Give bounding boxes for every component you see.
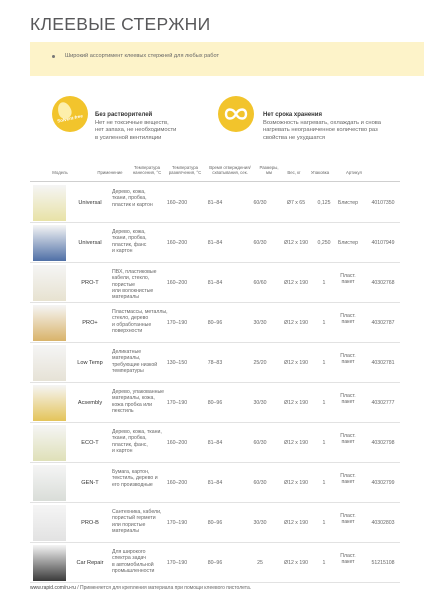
packaging-line: Блистер — [338, 200, 358, 206]
column-header: Упаковка — [310, 170, 330, 175]
application-line: пористые — [112, 281, 136, 288]
packaging — [335, 240, 361, 246]
model-name: Car Repair — [76, 560, 104, 566]
application-line: его производные — [112, 481, 153, 488]
model-name: Universal — [78, 200, 102, 206]
feature-line: свойства не ухудшатся — [263, 134, 326, 141]
packaging — [335, 513, 361, 526]
dimensions: Ø12 x 190 — [284, 520, 308, 526]
temp-apply: 170–190 — [166, 320, 188, 326]
packaging — [335, 553, 361, 566]
temp-apply: 160–200 — [166, 240, 188, 246]
application-line: материалы — [112, 294, 139, 301]
temp-apply: 160–200 — [166, 440, 188, 446]
application-line: поверхности — [112, 327, 143, 334]
weight: 0,250 — [317, 240, 331, 246]
dimensions: Ø12 x 190 — [284, 480, 308, 486]
packaging-line: пакет — [341, 439, 355, 446]
application-line: требующие низкой — [112, 361, 158, 368]
temp-soften: 81–84 — [207, 240, 223, 246]
product-image — [33, 265, 66, 301]
cure-time: 60/30 — [253, 440, 267, 446]
table-row — [30, 263, 400, 303]
table-row — [30, 423, 400, 463]
product-image — [33, 345, 66, 381]
product-image — [33, 465, 66, 501]
temp-apply: 130–150 — [166, 360, 188, 366]
infinity-badge-icon — [218, 96, 254, 132]
product-image — [33, 545, 66, 581]
column-header: Артикул — [345, 170, 363, 175]
application-line: в автомобильной — [112, 561, 154, 568]
footer-url[interactable]: www.rapid.com/ru-ru — [30, 585, 76, 591]
infinity-icon — [223, 106, 249, 122]
model-name: Low Temp — [77, 360, 103, 366]
packaging-line: Пласт. — [340, 273, 356, 279]
feature-no-shelf-life — [263, 112, 403, 142]
application-line: ПВХ, пластиковые — [112, 269, 157, 275]
application-line: Дерево, кожа, — [112, 189, 146, 195]
feature-line: в усиленной вентиляции — [95, 134, 162, 141]
packaging-line: пакет — [341, 359, 355, 366]
column-header: Модель — [52, 170, 68, 175]
packaging-line: пакет — [341, 279, 355, 286]
weight: 0,125 — [317, 200, 331, 206]
application — [112, 349, 168, 374]
model-name: Acsembly — [77, 400, 103, 406]
application-line: ткани, пробка, — [112, 235, 147, 242]
application-line: пластик и картон — [112, 201, 153, 208]
weight: 1 — [322, 280, 326, 286]
cure-time: 60/60 — [253, 280, 267, 286]
temp-soften: 80–96 — [207, 560, 223, 566]
cure-time: 25/20 — [253, 360, 267, 366]
application-line: Пластмассы, металлы, — [112, 309, 168, 315]
column-header: Применение — [97, 170, 123, 175]
table-row — [30, 303, 400, 343]
temp-apply: 170–190 — [166, 560, 188, 566]
weight: 1 — [322, 320, 326, 326]
packaging-line: пакет — [341, 559, 355, 566]
application-line: и картон — [112, 447, 133, 454]
cure-time: 30/30 — [253, 520, 267, 526]
product-image — [33, 305, 66, 341]
packaging-line: Блистер — [338, 240, 358, 246]
article-number: 40107350 — [371, 200, 395, 206]
dimensions: Ø12 x 190 — [284, 280, 308, 286]
application-line: пористый гермети — [112, 515, 156, 522]
packaging — [335, 393, 361, 406]
application-line: стекло, дерево — [112, 315, 149, 322]
temp-apply: 170–190 — [166, 400, 188, 406]
weight: 1 — [322, 560, 326, 566]
model-name: Universal — [78, 240, 102, 246]
packaging-line: пакет — [341, 479, 355, 486]
article-number: 51215108 — [371, 560, 395, 566]
application-line: или пористые — [112, 521, 146, 528]
feature-line: нагревать неограниченное количество раз — [263, 127, 378, 134]
article-number: 40302787 — [371, 320, 395, 326]
dimensions: Ø12 x 190 — [284, 560, 308, 566]
product-image — [33, 505, 66, 541]
packaging — [335, 273, 361, 286]
application — [112, 429, 168, 454]
packaging-line: пакет — [341, 399, 355, 406]
temp-soften: 80–96 — [207, 320, 223, 326]
intro-text: Широкий ассортимент клеевых стержней для любых работ — [65, 53, 220, 59]
table-row — [30, 183, 400, 223]
model-name: PRO+ — [82, 320, 98, 326]
packaging — [335, 433, 361, 446]
page-title: КЛЕЕВЫЕ СТЕРЖНИ — [30, 14, 211, 34]
dimensions: Ø12 x 190 — [284, 440, 308, 446]
dimensions: Ø12 x 190 — [284, 400, 308, 406]
temp-soften: 81–84 — [207, 280, 223, 286]
column-header: Вес, кг — [287, 170, 301, 175]
application-line: текстиль, дерево и — [112, 475, 158, 482]
application-line: Деликатные — [112, 349, 142, 355]
packaging — [335, 353, 361, 366]
table-row — [30, 463, 400, 503]
table-row — [30, 223, 400, 263]
feature-heading: Нет срока хранения — [263, 112, 322, 118]
article-number: 40302798 — [371, 440, 395, 446]
application-line: материалы, кожа, — [112, 395, 155, 402]
feature-solvent-free — [95, 112, 205, 142]
application-line: промышленности — [112, 567, 155, 574]
application — [112, 389, 168, 414]
temp-apply: 160–200 — [166, 200, 188, 206]
weight: 1 — [322, 440, 326, 446]
packaging-line: Пласт. — [340, 473, 356, 479]
temp-soften: 78–83 — [207, 360, 223, 366]
temp-soften: 81–84 — [207, 440, 223, 446]
application-line: температуры — [112, 367, 144, 374]
intro-banner — [30, 42, 424, 76]
column-header: Температура размягчения, °C — [168, 165, 202, 176]
article-number: 40302768 — [371, 280, 395, 286]
application-line: кабели, стекло, — [112, 275, 150, 282]
cure-time: 60/30 — [253, 240, 267, 246]
article-number: 40107949 — [371, 240, 395, 246]
application-line: материалы — [112, 527, 139, 534]
model-name: PRO-B — [81, 520, 99, 526]
article-number: 40302777 — [371, 400, 395, 406]
dimensions: Ø12 x 190 — [284, 360, 308, 366]
bullet-dot — [52, 55, 55, 58]
temp-soften: 80–96 — [207, 520, 223, 526]
packaging-line: Пласт. — [340, 393, 356, 399]
application-line: Для широкого — [112, 549, 146, 555]
weight: 1 — [322, 520, 326, 526]
temp-apply: 160–200 — [166, 280, 188, 286]
temp-soften: 80–96 — [207, 400, 223, 406]
feature-line: Нет не токсичные веществ, — [95, 119, 169, 126]
packaging — [335, 473, 361, 486]
application-line: или волокнистые — [112, 287, 154, 294]
application — [112, 229, 168, 254]
packaging — [335, 200, 361, 206]
table-row — [30, 503, 400, 543]
feature-heading: Без растворителей — [95, 112, 153, 118]
solvent-free-badge-icon — [52, 96, 88, 132]
application — [112, 189, 168, 208]
weight: 1 — [322, 480, 326, 486]
feature-line: нет запаха, не необходимости — [95, 127, 177, 134]
feature-line: Возможность нагревать, охлаждать и снова — [263, 119, 382, 126]
packaging-line: Пласт. — [340, 353, 356, 359]
cure-time: 25 — [257, 560, 263, 566]
application-line: пластик, фанс — [112, 241, 147, 248]
packaging-line: Пласт. — [340, 433, 356, 439]
product-image — [33, 385, 66, 421]
application — [112, 309, 168, 334]
article-number: 40302799 — [371, 480, 395, 486]
packaging-line: Пласт. — [340, 513, 356, 519]
temp-soften: 81–84 — [207, 480, 223, 486]
application-line: материалы, — [112, 355, 141, 362]
application-line: ткани, пробка, — [112, 195, 147, 202]
application-line: Дерево, кожа, — [112, 229, 146, 235]
cure-time: 60/30 — [253, 200, 267, 206]
application-line: кожа пробка или пекстиль — [112, 401, 153, 414]
header-divider — [30, 181, 400, 182]
product-image — [33, 425, 66, 461]
application — [112, 469, 168, 488]
product-image — [33, 185, 66, 221]
application-line: и картон — [112, 247, 133, 254]
table-row — [30, 543, 400, 583]
model-name: ECO-T — [81, 440, 99, 446]
cure-time: 30/30 — [253, 400, 267, 406]
model-name: PRO-T — [81, 280, 99, 286]
dimensions: Ø12 x 190 — [284, 240, 308, 246]
application-line: Дерево, упакованные — [112, 389, 165, 395]
temp-soften: 81–84 — [207, 200, 223, 206]
weight: 1 — [322, 400, 326, 406]
article-number: 40302803 — [371, 520, 395, 526]
application-line: спектра задач — [112, 555, 146, 562]
packaging-line: пакет — [341, 519, 355, 526]
footer — [30, 585, 251, 591]
product-image — [33, 225, 66, 261]
packaging-line: Пласт. — [340, 553, 356, 559]
cure-time: 60/30 — [253, 480, 267, 486]
dimensions: Ø12 x 190 — [284, 320, 308, 326]
article-number: 40302781 — [371, 360, 395, 366]
column-header: Время отверждения/ схватывания, сек. — [209, 165, 251, 176]
table-row — [30, 383, 400, 423]
application-line: Бумага, картон, — [112, 469, 150, 475]
column-header: Размеры, мм — [259, 165, 279, 176]
application-line: пластик, фанс, — [112, 441, 148, 448]
application — [112, 269, 168, 300]
temp-apply: 170–190 — [166, 520, 188, 526]
temp-apply: 160–200 — [166, 480, 188, 486]
cure-time: 30/30 — [253, 320, 267, 326]
application-line: Сантехника, кабели, — [112, 509, 162, 515]
dimensions: Ø7 x 65 — [286, 200, 306, 206]
application — [112, 509, 168, 534]
application-line: Дерево, кожа, ткани, — [112, 429, 162, 435]
model-name: GEN-T — [81, 480, 99, 486]
weight: 1 — [322, 360, 326, 366]
packaging-line: Пласт. — [340, 313, 356, 319]
table-row — [30, 343, 400, 383]
application-line: ткани, пробка, — [112, 435, 147, 442]
column-header: Температура нанесения, °C — [132, 165, 162, 176]
packaging-line: пакет — [341, 319, 355, 326]
packaging — [335, 313, 361, 326]
footer-note: / Применяется для крепления материала при помощи клеевого пистолета. — [77, 585, 252, 591]
application — [112, 549, 168, 574]
badge-label: Solvent-free — [56, 113, 84, 124]
application-line: и обработанные — [112, 321, 152, 328]
